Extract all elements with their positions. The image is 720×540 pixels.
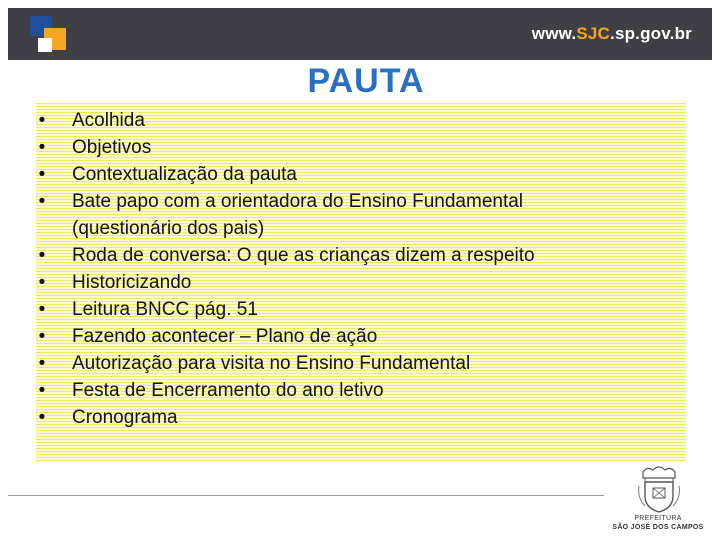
agenda-item-text: Leitura BNCC pág. 51 <box>72 299 258 320</box>
seal-caption-line2: SÃO JOSÉ DOS CAMPOS <box>612 524 704 531</box>
agenda-item-text: Bate papo com a orientadora do Ensino Fundamental <box>72 191 524 212</box>
header-bar <box>8 8 712 60</box>
bullet-icon: • <box>38 245 46 266</box>
bullet-icon: • <box>38 191 46 212</box>
agenda-item-text: Autorização para visita no Ensino Fundamental <box>72 353 471 374</box>
slide-title: PAUTA <box>307 62 425 100</box>
agenda-list <box>34 107 674 431</box>
agenda-item <box>34 242 674 269</box>
agenda-item-text: Objetivos <box>72 137 152 158</box>
bullet-icon: • <box>38 299 46 320</box>
agenda-item-text: Contextualização da pauta <box>72 164 297 185</box>
bullet-icon: • <box>38 407 46 428</box>
agenda-item <box>34 404 674 431</box>
agenda-item <box>34 296 674 323</box>
bullet-icon: • <box>38 164 46 185</box>
seal-caption-line1: PREFEITURA <box>634 515 682 522</box>
agenda-item-text: Fazendo acontecer – Plano de ação <box>72 326 378 347</box>
bullet-icon: • <box>38 353 46 374</box>
agenda-item <box>34 107 674 134</box>
bullet-icon: • <box>38 380 46 401</box>
agenda-item-text: Acolhida <box>72 110 145 131</box>
agenda-item <box>34 188 674 242</box>
agenda-item-text: Historicizando <box>72 272 192 293</box>
bullet-icon: • <box>38 326 46 347</box>
agenda-item <box>34 134 674 161</box>
agenda-item <box>34 161 674 188</box>
agenda-item-text-continued: (questionário dos pais) <box>72 218 265 239</box>
agenda-item <box>34 377 674 404</box>
agenda-item-text: Cronograma <box>72 407 178 428</box>
logo-white-square <box>38 38 52 52</box>
bullet-icon: • <box>38 272 46 293</box>
sjc-logo-icon <box>30 14 70 56</box>
bullet-icon: • <box>38 137 46 158</box>
site-url-prefix: www. <box>531 24 577 43</box>
coat-of-arms-icon <box>637 464 681 514</box>
footer-divider <box>8 495 604 496</box>
agenda-item <box>34 269 674 296</box>
agenda-item-text: Roda de conversa: O que as crianças dizem a respeito <box>72 245 535 266</box>
agenda-item <box>34 350 674 377</box>
site-url-suffix: .sp.gov.br <box>610 24 692 43</box>
site-url[interactable] <box>532 24 692 44</box>
agenda-item-text: Festa de Encerramento do ano letivo <box>72 380 384 401</box>
site-url-accent: SJC <box>576 24 611 43</box>
agenda-item <box>34 323 674 350</box>
bullet-icon: • <box>38 110 46 131</box>
